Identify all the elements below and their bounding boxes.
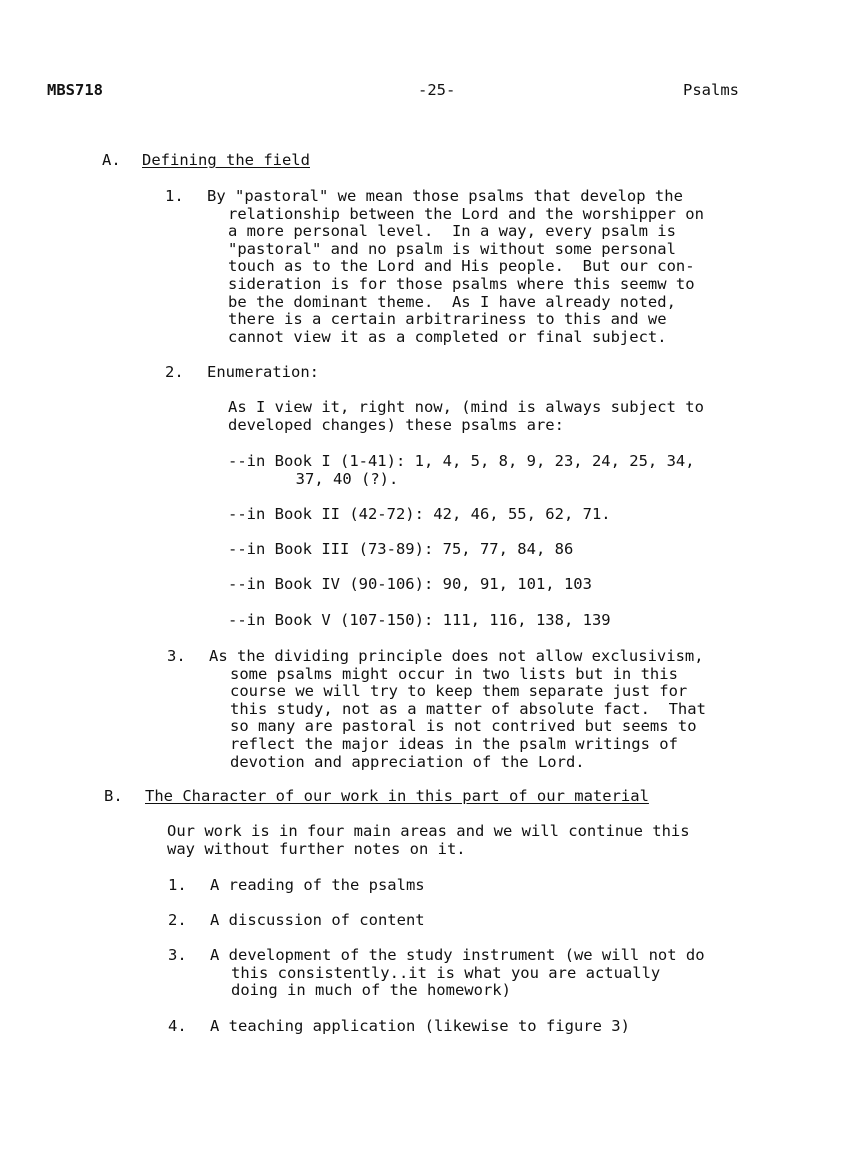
text-line: doing in much of the homework)	[231, 981, 511, 1000]
section-b-marker: B.	[104, 787, 123, 805]
text-line: --in Book I (1-41): 1, 4, 5, 8, 9, 23, 24, 25, 34,	[228, 452, 695, 470]
book-1-list	[228, 453, 695, 488]
item-b3-text	[210, 947, 705, 1000]
section-b-title: The Character of our work in this part of our material	[145, 787, 649, 805]
text-line: Our work is in four main areas and we will continue this	[167, 822, 690, 840]
item-a3-number: 3.	[167, 647, 186, 665]
text-line: 37, 40 (?).	[249, 469, 399, 488]
text-line: this consistently..it is what you are actually	[231, 963, 661, 982]
header-subject: Psalms	[683, 81, 739, 99]
item-b1-number: 1.	[168, 876, 187, 894]
course-code: MBS718	[47, 81, 103, 99]
book-3-list: --in Book III (73-89): 75, 77, 84, 86	[228, 540, 574, 558]
text-line: developed changes) these psalms are:	[228, 415, 564, 434]
item-b4-text: A teaching application (likewise to figure 3)	[210, 1017, 630, 1035]
item-a3-text	[209, 648, 706, 771]
text-line: a more personal level. In a way, every psalm is	[228, 222, 676, 241]
text-line: "pastoral" and no psalm is without some personal	[228, 239, 676, 258]
section-a-title: Defining the field	[142, 151, 310, 169]
text-line: touch as to the Lord and His people. But our con-	[228, 257, 695, 276]
text-line: devotion and appreciation of the Lord.	[230, 752, 585, 771]
text-line: By "pastoral" we mean those psalms that develop the	[207, 187, 683, 205]
item-b2-text: A discussion of content	[210, 911, 425, 929]
text-line: there is a certain arbitrariness to this and we	[228, 310, 667, 329]
text-line: sideration is for those psalms where this seemw to	[228, 274, 695, 293]
item-b1-text: A reading of the psalms	[210, 876, 425, 894]
item-b4-number: 4.	[168, 1017, 187, 1035]
text-line: this study, not as a matter of absolute fact. That	[230, 699, 706, 718]
text-line: way without further notes on it.	[167, 839, 466, 858]
page-number: -25-	[418, 81, 456, 99]
item-a2-number: 2.	[165, 363, 184, 381]
text-line: A development of the study instrument (we will not do	[210, 946, 705, 964]
book-2-list: --in Book II (42-72): 42, 46, 55, 62, 71.	[228, 505, 611, 523]
item-a2-heading: Enumeration:	[207, 363, 319, 381]
item-b3-number: 3.	[168, 946, 187, 964]
section-b-intro	[167, 823, 690, 858]
item-b2-number: 2.	[168, 911, 187, 929]
section-a-marker: A.	[102, 151, 121, 169]
item-a1-number: 1.	[165, 187, 184, 205]
item-a1-text	[207, 188, 704, 346]
enumeration-intro	[228, 399, 704, 434]
text-line: be the dominant theme. As I have already noted,	[228, 292, 676, 311]
text-line: some psalms might occur in two lists but in this	[230, 664, 678, 683]
book-5-list: --in Book V (107-150): 111, 116, 138, 139	[228, 611, 611, 629]
text-line: As I view it, right now, (mind is always subject to	[228, 398, 704, 416]
text-line: so many are pastoral is not contrived but seems to	[230, 717, 697, 736]
text-line: relationship between the Lord and the worshipper on	[228, 204, 704, 223]
text-line: course we will try to keep them separate just for	[230, 682, 688, 701]
text-line: reflect the major ideas in the psalm writings of	[230, 734, 678, 753]
text-line: cannot view it as a completed or final subject.	[228, 327, 667, 346]
text-line: As the dividing principle does not allow exclusivism,	[209, 647, 704, 665]
book-4-list: --in Book IV (90-106): 90, 91, 101, 103	[228, 575, 592, 593]
